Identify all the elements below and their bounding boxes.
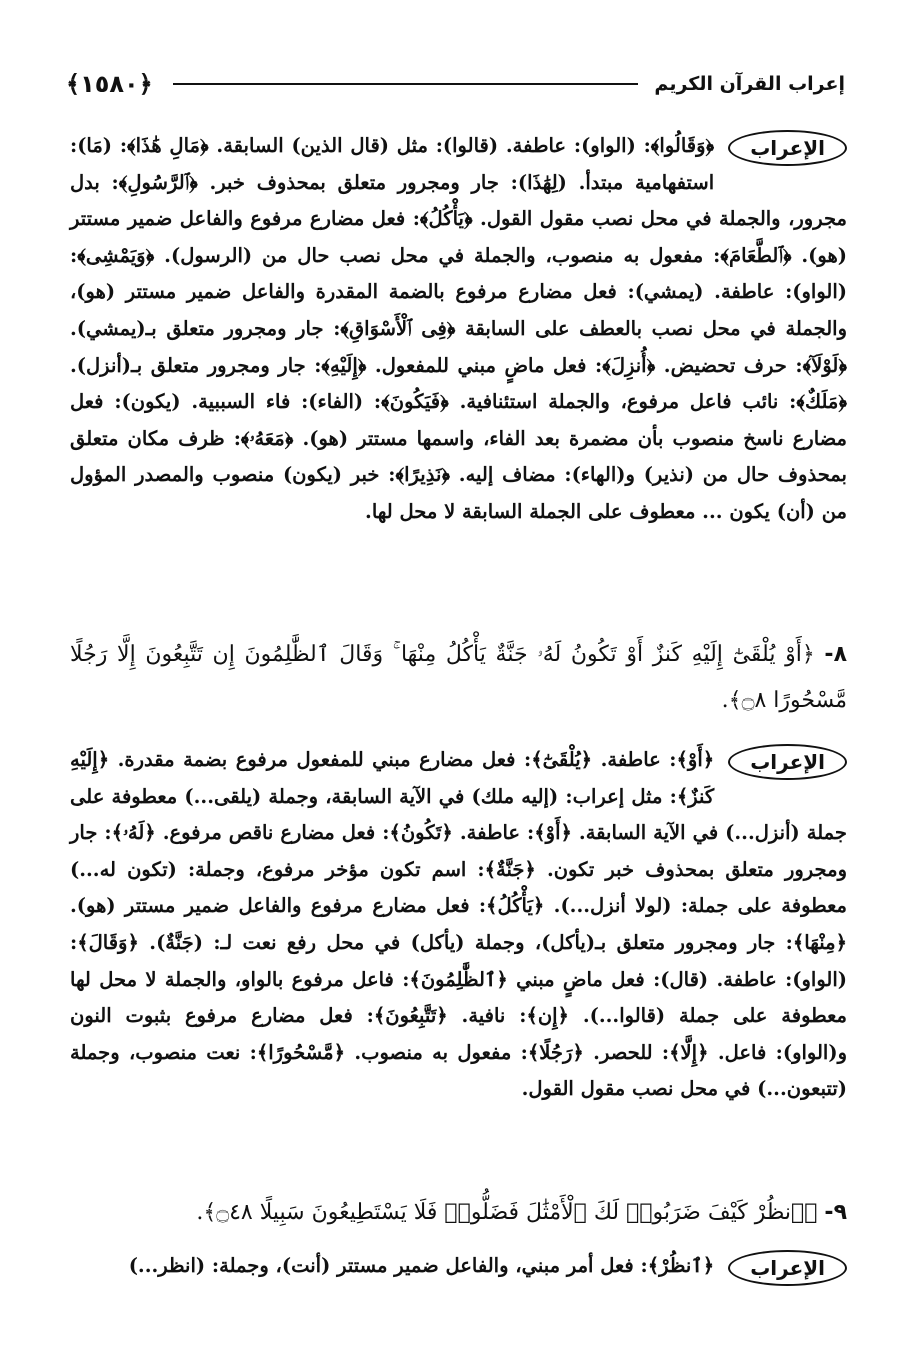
page-number: ﴿١٥٨٠﴾ [66,70,153,98]
verse-8 [70,632,847,724]
verse-text: ﴿أَوْ يُلْقَىٰٓ إِلَيْهِ كَنزٌ أَوْ تَكُونُ لَهُۥ جَنَّةٌ يَأْكُلُ مِنْهَا ۚ وَقَالَ ٱلظَّٰلِمُونَ إِن تَتَّبِعُونَ إِلَّا رَجُلًا مَّسْحُورًا ۝٨﴾. [70,642,847,713]
header-rule [173,83,639,85]
verse-number: ٨- [824,642,847,667]
irab-badge: الإعراب [728,130,847,166]
verse-number: ٩- [824,1200,847,1225]
irab-badge: الإعراب [728,1250,847,1286]
verse-9 [70,1190,847,1236]
page-header [60,62,845,106]
irab-section-2 [70,742,847,1108]
irab-section-3 [70,1248,847,1286]
irab-text: ﴿أَوْ﴾: عاطفة. ﴿يُلْقَىٰٓ﴾: فعل مضارع مبني للمفعول مرفوع بضمة مقدرة. ﴿إِلَيْهِ كَنزٌ﴾: مثل إعراب: (إليه ملك) في الآية السابقة، وجملة (يلقى...) معطوفة على جملة (أنزل...) في الآية السابقة. ﴿أَوْ﴾: عاطفة. ﴿تَكُونُ﴾: فعل مضارع ناقص مرفوع. ﴿لَهُۥ﴾: جار ومجرور متعلق بمحذوف خبر تكون. ﴿جَنَّةٌ﴾: اسم تكون مؤخر مرفوع، وجملة: (تكون له...) معطوفة على جملة: (لولا أنزل...). ﴿يَأْكُلُ﴾: فعل مضارع مرفوع والفاعل ضمير مستتر (هو). ﴿مِنْهَا﴾: جار ومجرور متعلق بـ(يأكل)، وجملة (يأكل) في محل رفع نعت لـ: (جَنَّةٌ). ﴿وَقَالَ﴾: (الواو): عاطفة. (قال): فعل ماضٍ مبني ﴿ٱلظَّٰلِمُونَ﴾: فاعل مرفوع بالواو، والجملة لا محل لها معطوفة على جملة (قالوا...). ﴿إِن﴾: نافية. ﴿تَتَّبِعُونَ﴾: فعل مضارع مرفوع بثبوت النون و(الواو): فاعل. ﴿إِلَّا﴾: للحصر. ﴿رَجُلًا﴾: مفعول به منصوب. ﴿مَّسْحُورًا﴾: نعت منصوب، وجملة (تتبعون...) في محل نصب مقول القول. [70,748,847,1101]
irab-badge: الإعراب [728,744,847,780]
book-title: إعراب القرآن الكريم [654,73,845,95]
irab-text: ﴿ٱنظُرْ﴾: فعل أمر مبني، والفاعل ضمير مستتر (أنت)، وجملة: (انظر...) [128,1254,715,1277]
irab-text: ﴿وَقَالُوا﴾: (الواو): عاطفة. (قالوا): مثل (قال الذين) السابقة. ﴿مَالِ هَٰذَا﴾: (مَا): استفهامية مبتدأ. (لِهَٰذَا): جار ومجرور متعلق بمحذوف خبر. ﴿ٱلرَّسُولِ﴾: بدل مجرور، والجملة في محل نصب مقول القول. ﴿يَأْكُلُ﴾: فعل مضارع مرفوع والفاعل ضمير مستتر (هو). ﴿ٱلطَّعَامَ﴾: مفعول به منصوب، والجملة في محل نصب حال من (الرسول). ﴿وَيَمْشِى﴾: (الواو): عاطفة. (يمشي): فعل مضارع مرفوع بالضمة المقدرة والفاعل ضمير مستتر (هو)، والجملة في محل نصب بالعطف على السابقة ﴿فِى ٱلْأَسْوَاقِ﴾: جار ومجرور متعلق بـ(يمشي). ﴿لَوْلَآ﴾: حرف تحضيض. ﴿أُنزِلَ﴾: فعل ماضٍ مبني للمفعول. ﴿إِلَيْهِ﴾: جار ومجرور متعلق بـ(أنزل). ﴿مَلَكٌ﴾: نائب فاعل مرفوع، والجملة استئنافية. ﴿فَيَكُونَ﴾: (الفاء): فاء السببية. (يكون): فعل مضارع ناسخ منصوب بأن مضمرة بعد الفاء، واسمها مستتر (هو). ﴿مَعَهُۥ﴾: ظرف مكان متعلق بمحذوف حال من (نذير) و(الهاء): مضاف إليه. ﴿نَذِيرًا﴾: خبر (يكون) منصوب والمصدر المؤول من (أن) يكون ... معطوف على الجملة السابقة لا محل لها. [70,134,847,523]
irab-section-1 [70,128,847,531]
verse-text: ﴿ٱنظُرْ كَيْفَ ضَرَبُوا۟ لَكَ ٱلْأَمْثَٰلَ فَضَلُّوا۟ فَلَا يَسْتَطِيعُونَ سَبِيلًا ۝٤٨﴾. [196,1200,818,1225]
